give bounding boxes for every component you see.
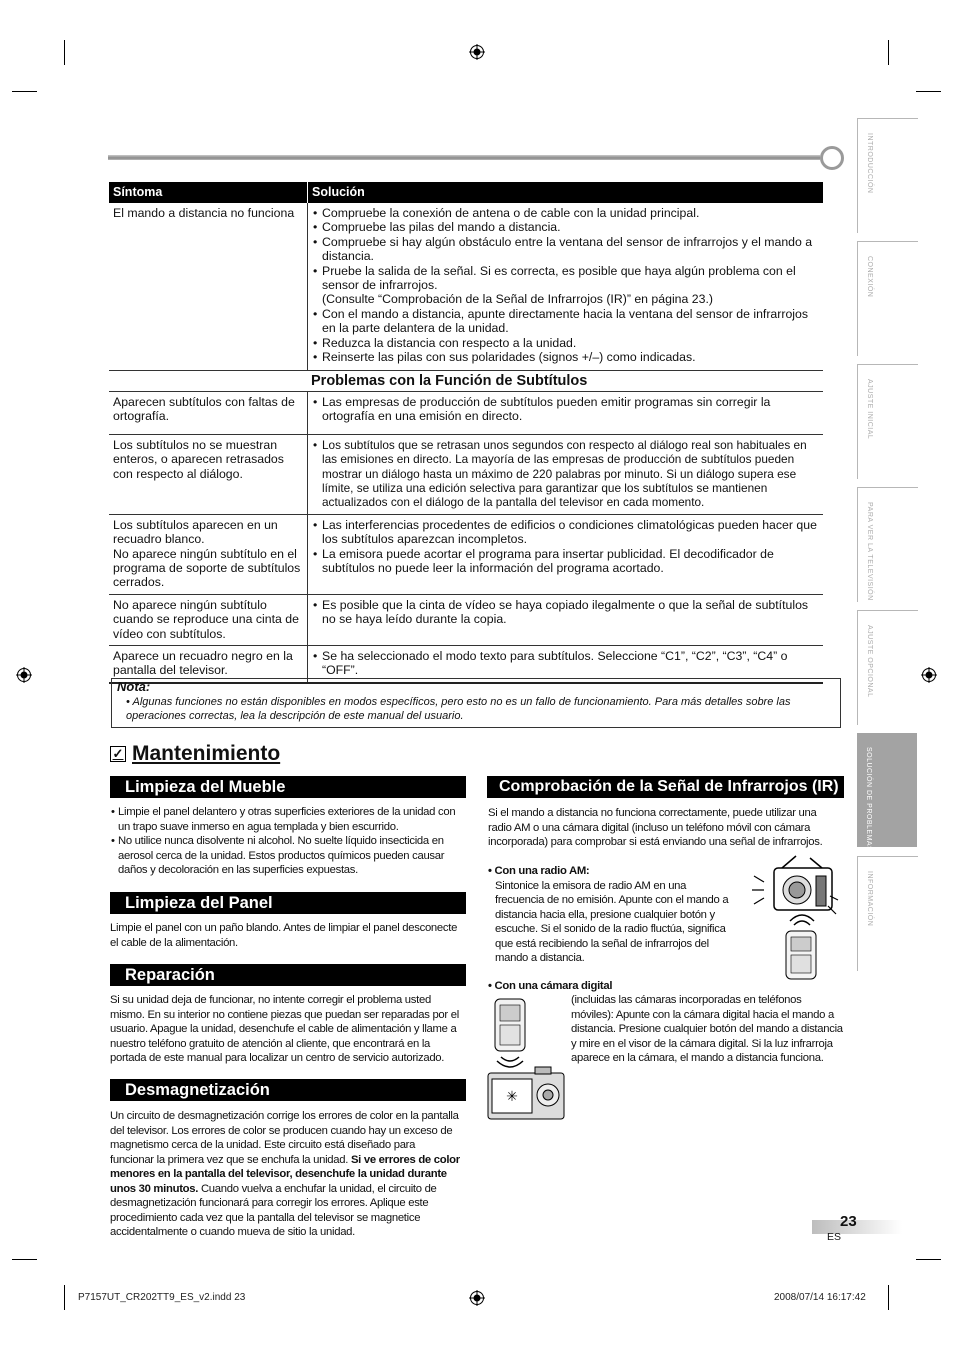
- list-item: • Limpie el panel delantero y otras superficies exteriores de la unidad con un trapo suave inmerso en agua templada y bien escurrido.: [118, 805, 466, 834]
- symptom-cell: El mando a distancia no funciona: [109, 203, 308, 371]
- side-tab-ajuste-inicial[interactable]: [857, 364, 918, 479]
- solution-cell: [308, 391, 824, 434]
- column-header-symptom: Síntoma: [109, 182, 308, 203]
- symptom-cell: Aparecen subtítulos con faltas de ortografía.: [109, 391, 308, 434]
- side-tab-label: PARA VER LA TELEVISIÓN: [866, 502, 873, 601]
- side-tab-label: SOLUCIÓN DE PROBLEMAS: [865, 747, 872, 852]
- ir-camera-title: [488, 979, 638, 994]
- am-radio-icon: [752, 856, 838, 916]
- radio-title: • Con una radio AM:: [488, 865, 590, 877]
- solution-cell: [308, 594, 824, 645]
- solution-item: • Las interferencias procedentes de edificios o condiciones climatológicas pueden hacer que los subtítulos aparezcan incompletos.: [322, 518, 819, 547]
- solution-item: • Compruebe las pilas del mando a distancia.: [322, 220, 819, 234]
- solution-item: • Pruebe la salida de la señal. Si es correcta, es posible que haya algún problema con el sensor de infrarrojos.: [322, 264, 819, 293]
- note-title: Nota:: [117, 679, 151, 694]
- radio-text: Sintonice la emisora de radio AM en una frecuencia de no emisión. Apunte con el mando a distancia hacia ella, presione cualquier botón y escuche. Si el sonido de la radio fluctúa, significa que está recibiendo la señal de infrarrojos del mando a distancia.: [495, 879, 729, 964]
- symptom-text: Los subtítulos aparecen en un recuadro blanco.: [113, 517, 278, 547]
- solution-item: • Compruebe la conexión de antena o de cable con la unidad principal.: [322, 206, 819, 220]
- camera-and-remote-icon: [487, 997, 565, 1121]
- solution-item: • Los subtítulos que se retrasan unos segundos con respecto al diálogo real son habituales en las emisiones en directo. La mayoría de las empresas de producción de subtítulos pueden mostrar un diálogo hasta un máximo de 220 palabras por minuto. Si un diálogo supera ese límite, se utiliza una edición selectiva para garantizar que los subtítulos se mantienen actualizados con el diálogo de la pantalla del televisor en cada momento.: [322, 438, 819, 510]
- crop-mark: [64, 1285, 65, 1310]
- solution-item: • Las empresas de producción de subtítulos pueden emitir programas sin corregir la ortografía en una emisión en directo.: [322, 395, 819, 424]
- section-bar-ir-check: Comprobación de la Señal de Infrarrojos (IR): [487, 776, 844, 798]
- table-row: [109, 514, 823, 594]
- table-header-row: [109, 182, 823, 203]
- header-rule: [108, 155, 820, 160]
- ir-intro: Si el mando a distancia no funciona correctamente, puede utilizar una radio AM o una cámara digital (incluso un teléfono móvil con cámara incorporada) para comprobar si está enviando una señal de infrarrojos.: [488, 807, 823, 848]
- side-tab-label: AJUSTE INICIAL: [866, 379, 873, 440]
- crop-mark: [64, 40, 65, 65]
- section-bar-limpieza-mueble: Limpieza del Mueble: [110, 776, 466, 798]
- crop-mark: [12, 91, 37, 92]
- camera-text: [571, 993, 843, 1066]
- footer-file: P7157UT_CR202TT9_ES_v2.indd 23: [78, 1292, 246, 1303]
- solution-item: • Con el mando a distancia, apunte directamente hacia la ventana del sensor de infrarrojos en la parte delantera de la unidad.: [322, 307, 819, 336]
- desmagnetizacion-body: [110, 1109, 460, 1240]
- remote-control-icon: [782, 915, 822, 981]
- camera-body: (incluidas las cámaras incorporadas en teléfonos móviles): Apunte con la cámara digital hacia el mando a distancia. Presione cualquier botón del mando a distancia y mire en el visor de la cámara digital. Si la luz infrarroja aparece en la cámara, el mando a distancia funciona.: [571, 994, 843, 1064]
- table-row: [109, 434, 823, 514]
- subtitle-section-header: [109, 371, 823, 391]
- section-bar-limpieza-panel: Limpieza del Panel: [110, 892, 466, 914]
- side-tab-label: INFORMACIÓN: [866, 871, 873, 927]
- consult-note: (Consulte “Comprobación de la Señal de Infrarrojos (IR)” en página 23.): [322, 292, 713, 307]
- limpieza-panel-body: Limpie el panel con un paño blando. Antes de limpiar el panel desconecte el cable de la alimentación.: [110, 922, 458, 949]
- registration-mark-icon: [16, 667, 32, 683]
- desmag-text-a: Un circuito de desmagnetización corrige los errores de color en la pantalla del televisor. Los errores de color se producen cuando hay un exceso de magnetismo cerca de la unidad. Este circuito está diseñado para funcionar la primera vez que se enchufa la unidad.: [110, 1110, 459, 1166]
- camera-title-text: Con una cámara digital: [494, 980, 613, 992]
- list-item: • No utilice nunca disolvente ni alcohol. No suelte líquido insecticida en aerosol cerca de la unidad. Estos productos químicos pueden causar daños y decoloración en las superficies expuestas.: [118, 834, 466, 878]
- section-bar-desmagnetizacion: Desmagnetización: [110, 1079, 466, 1101]
- maintenance-title: Mantenimiento: [132, 742, 281, 765]
- symptom-cell: No aparece ningún subtítulo cuando se reproduce una cinta de vídeo con subtítulos.: [109, 594, 308, 645]
- footer-date: 2008/07/14 16:17:42: [774, 1292, 866, 1303]
- side-tab-conexion[interactable]: [857, 241, 918, 356]
- registration-mark-icon: [921, 667, 937, 683]
- ir-radio-block: [488, 864, 738, 966]
- side-tab-solucion-problemas[interactable]: [857, 733, 917, 852]
- solution-item: • La emisora puede acortar el programa para insertar publicidad. El decodificador de subtítulos no puede leer la información del programa acortado.: [322, 547, 819, 576]
- symptom-text: No aparece ningún subtítulo en el programa de soporte de subtítulos cerrados.: [113, 546, 301, 590]
- table-row: [109, 391, 823, 434]
- solution-item: • Reduzca la distancia con respecto a la unidad.: [322, 336, 819, 350]
- checkbox-icon: ✓: [110, 746, 126, 762]
- desmag-text-c: Cuando vuelva a enchufar la unidad, el circuito de desmagnetización funcionará para corregir los errores. Aplique este procedimiento cada vez que la pantalla del televisor se magnetice accidentalmente o cuando mueva de sitio la unidad.: [110, 1182, 437, 1238]
- desmag-text-b: Si ve errores de color menores en la pantalla del televisor, desenchufe la unidad durante unos 30 minutos.: [110, 1153, 460, 1195]
- solution-cell: [308, 434, 824, 514]
- header-circle-ornament: [820, 146, 844, 170]
- side-tab-label: AJUSTE OPCIONAL: [866, 625, 873, 698]
- section-bar-reparacion: Reparación: [110, 964, 466, 986]
- registration-mark-icon: [469, 1290, 485, 1306]
- svg-text:✳: ✳: [506, 1089, 518, 1105]
- solution-cell: [308, 514, 824, 594]
- symptom-cell: Aparece un recuadro negro en la pantalla del televisor.: [109, 645, 308, 682]
- solution-item: • Es posible que la cinta de vídeo se haya copiado ilegalmente o que la señal de subtítulos no se haya leído durante la copia.: [322, 598, 819, 627]
- page-number-bar: [812, 1220, 902, 1234]
- solution-cell: [308, 203, 824, 371]
- language-code: ES: [827, 1231, 842, 1243]
- solution-item: • Se ha seleccionado el modo texto para subtítulos. Seleccione “C1”, “C2”, “C3”, “C4” o “OFF”.: [322, 649, 819, 678]
- table-row: [109, 594, 823, 645]
- side-tab-ajuste-opcional[interactable]: [857, 610, 918, 725]
- crop-mark: [916, 1259, 941, 1260]
- side-tab-label: INTRODUCCIÓN: [866, 133, 873, 194]
- solution-item: • Reinserte las pilas con sus polaridades (signos +/–) como indicadas.: [322, 350, 819, 364]
- page-number: 23: [840, 1213, 857, 1230]
- note-box: [111, 678, 841, 728]
- crop-mark: [888, 40, 889, 65]
- crop-mark: [12, 1259, 37, 1260]
- maintenance-heading: [110, 742, 280, 766]
- solution-item: • Compruebe si hay algún obstáculo entre la ventana del sensor de infrarrojos y el mando a distancia.: [322, 235, 819, 264]
- note-text: • Algunas funciones no están disponibles en modos específicos, pero esto no es un fallo de funcionamiento. Para más detalles sobre las operaciones correctas, lea la descripción de este manual del usuario.: [126, 696, 791, 722]
- reparacion-body: Si su unidad deja de funcionar, no intente corregir el problema usted mismo. En su interior no contiene piezas que puedan ser reparadas por el usuario. Apague la unidad, desenchufe el cable de alimentación y llame a nuestro teléfono gratuito de atención al cliente, que encontrará en la portada de este manual para localizar un centro de servicio autorizado.: [110, 994, 459, 1064]
- side-tab-introduccion[interactable]: [857, 118, 918, 233]
- camera-title: • Con una cámara digital: [488, 980, 613, 992]
- radio-title-text: Con una radio AM:: [494, 865, 590, 877]
- crop-mark: [888, 1285, 889, 1310]
- limpieza-mueble-body: [110, 805, 466, 878]
- crop-mark: [916, 91, 941, 92]
- symptom-cell: [109, 514, 308, 594]
- section-heading: Problemas con la Función de Subtítulos: [109, 371, 823, 391]
- side-tab-ver-television[interactable]: [857, 487, 918, 602]
- registration-mark-icon: [469, 44, 485, 60]
- side-tab-informacion[interactable]: [857, 856, 918, 971]
- troubleshooting-table: [109, 182, 823, 684]
- note-body: Algunas funciones no están disponibles en modos específicos, pero esto no es un fallo de funcionamiento. Para más detalles sobre las operaciones correctas, lea la descripción de este manual del usuario.: [126, 696, 791, 722]
- symptom-cell: Los subtítulos no se muestran enteros, o aparecen retrasados con respecto al diálogo.: [109, 434, 308, 514]
- column-header-solution: Solución: [308, 182, 824, 203]
- table-row: [109, 203, 823, 371]
- side-tab-label: CONEXIÓN: [866, 256, 873, 298]
